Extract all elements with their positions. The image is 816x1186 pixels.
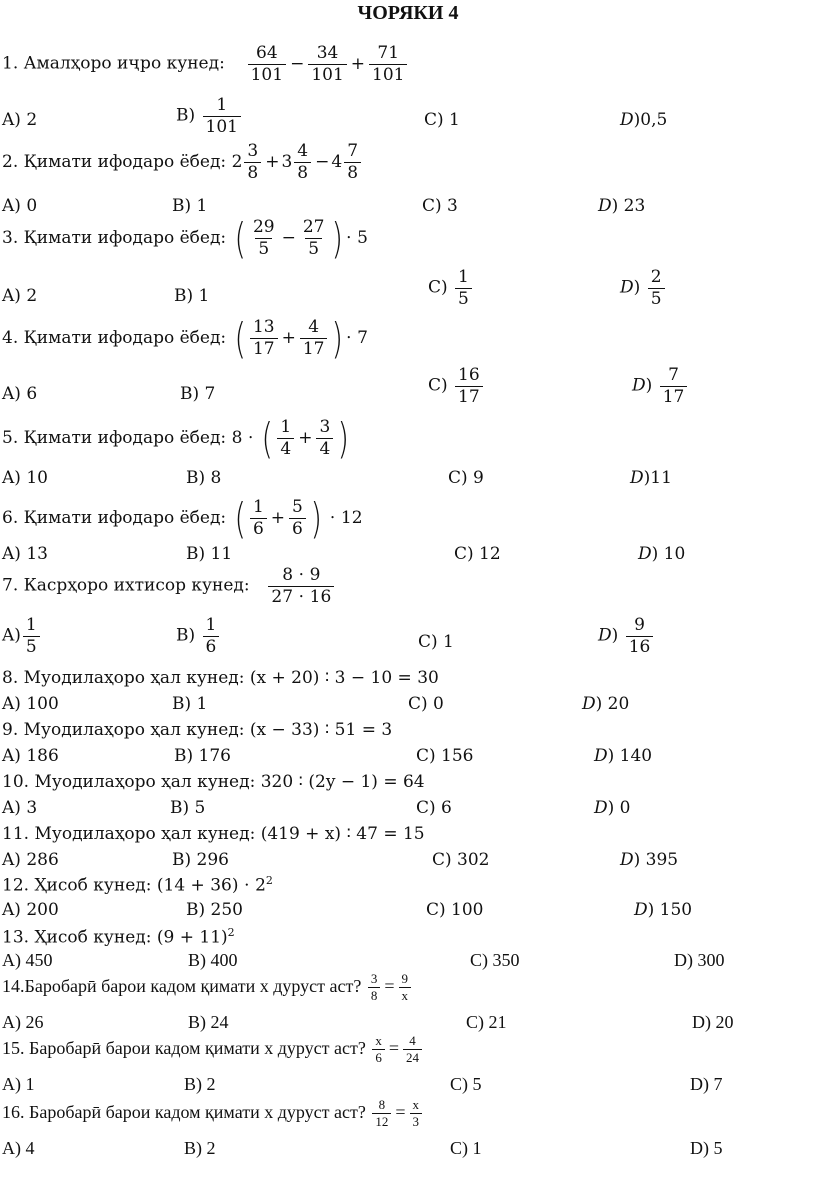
question-text: 15. Баробарӣ барои кадом қимати x дуруст аст? — [2, 1037, 366, 1058]
option-b: B) $\frac{1}{101}$ — [176, 96, 243, 136]
question-4: 4. Қимати ифодаро ёбед: ( $\frac{13}{17}$ + $\frac{4}{17}$ ) ⋅ 7 — [2, 314, 368, 363]
option-b: B) 400 — [188, 950, 238, 970]
option-c: C) 302 — [432, 850, 490, 870]
option-a: A) 1 — [2, 1074, 35, 1094]
option-d: D) $\frac{2}{5}$ — [620, 268, 667, 308]
option-d: D) 5 — [690, 1138, 723, 1158]
option-b: B) 1 — [174, 286, 210, 306]
option-a: A) 0 — [2, 196, 38, 216]
option-a: A) 26 — [2, 1012, 44, 1032]
fraction: $\frac{64}{101}$ — [248, 44, 286, 84]
question-3: 3. Қимати ифодаро ёбед: ( $\frac{29}{5}$ − $\frac{27}{5}$ ) ⋅ 5 — [2, 214, 368, 263]
question-text: 4. Қимати ифодаро ёбед: — [2, 328, 227, 348]
option-b: B) 296 — [172, 850, 229, 870]
option-a: A) 3 — [2, 798, 38, 818]
option-a: A) 6 — [2, 384, 38, 404]
question-text: 6. Қимати ифодаро ёбед: — [2, 508, 227, 528]
option-b: B) 24 — [188, 1012, 229, 1032]
option-c: C) 156 — [416, 746, 474, 766]
option-d: D) 7 — [690, 1074, 723, 1094]
question-text: 2. Қимати ифодаро ёбед: — [2, 152, 227, 173]
question-10: 10. Муодилаҳоро ҳал кунед: 320 ∶ (2y − 1) = 64 — [2, 772, 425, 792]
question-text: 16. Баробарӣ барои кадом қимати x дуруст аст? — [2, 1101, 366, 1122]
option-d: D) 0 — [594, 798, 631, 818]
option-d: D)11 — [630, 468, 672, 488]
option-c: C) 21 — [466, 1012, 507, 1032]
option-d: D)0,5 — [620, 110, 668, 130]
option-d: D) 20 — [692, 1012, 734, 1032]
option-c: C) 1 — [418, 632, 454, 652]
question-6: 6. Қимати ифодаро ёбед: ( $\frac{1}{6}$ + $\frac{5}{6}$ ) ⋅ 12 — [2, 494, 363, 543]
question-13: 13. Ҳисоб кунед: $(9 + 11)^2$ — [2, 926, 235, 948]
option-a: A) 2 — [2, 110, 38, 130]
option-b: B) 5 — [170, 798, 206, 818]
option-c: C) 12 — [454, 544, 501, 564]
fraction: $\frac{34}{101}$ — [308, 44, 346, 84]
option-b: B) 2 — [184, 1138, 216, 1158]
option-a: A) 10 — [2, 468, 48, 488]
option-a: A) $\frac{1}{5}$ — [2, 616, 42, 656]
option-d: D) $\frac{7}{17}$ — [632, 366, 689, 406]
question-15: 15. Баробарӣ барои кадом қимати x дуруст аст? $\frac{x}{6}$ = $\frac{4}{24}$ — [2, 1034, 424, 1066]
option-b: B) 250 — [186, 900, 243, 920]
question-16: 16. Баробарӣ барои кадом қимати x дуруст аст? $\frac{8}{12}$ = $\frac{x}{3}$ — [2, 1098, 424, 1130]
question-12: 12. Ҳисоб кунед: $(14 + 36) \cdot 2^2$ — [2, 874, 273, 896]
option-b: B) 7 — [180, 384, 216, 404]
question-text: 1. Амалҳоро иҷро кунед: — [2, 53, 225, 74]
option-a: A) 186 — [2, 746, 59, 766]
option-b: B) 1 — [172, 196, 208, 216]
question-text: 3. Қимати ифодаро ёбед: — [2, 228, 227, 248]
option-c: C) $\frac{1}{5}$ — [428, 268, 474, 308]
option-c: C) 0 — [408, 694, 444, 714]
option-c: C) 5 — [450, 1074, 482, 1094]
option-c: C) 100 — [426, 900, 484, 920]
question-7: 7. Касрҳоро ихтисор кунед: $\frac{8 \cdot 9}{27 \cdot 16}$ — [2, 566, 336, 606]
fraction: $\frac{71}{101}$ — [369, 44, 407, 84]
option-b: B) 11 — [186, 544, 233, 564]
question-1: 1. Амалҳоро иҷро кунед: $\frac{64}{101}$ − $\frac{34}{101}$ + $\frac{71}{101}$ — [2, 44, 409, 84]
question-9: 9. Муодилаҳоро ҳал кунед: (x − 33) ∶ 51 = 3 — [2, 720, 393, 740]
question-11: 11. Муодилаҳоро ҳал кунед: (419 + x) ∶ 47 = 15 — [2, 824, 425, 844]
option-d: D) 23 — [598, 196, 646, 216]
question-5: 5. Қимати ифодаро ёбед: 8 ⋅ ( $\frac{1}{4}$ + $\frac{3}{4}$ ) — [2, 414, 350, 463]
option-c: C) 350 — [470, 950, 520, 970]
option-c: C) 9 — [448, 468, 484, 488]
option-a: A) 450 — [2, 950, 53, 970]
option-a: A) 2 — [2, 286, 38, 306]
option-a: A) 200 — [2, 900, 59, 920]
option-a: A) 13 — [2, 544, 48, 564]
option-d: D) 300 — [674, 950, 725, 970]
option-c: C) 1 — [424, 110, 460, 130]
option-d: D) $\frac{9}{16}$ — [598, 616, 655, 656]
option-b: B) 2 — [184, 1074, 216, 1094]
option-d: D) 10 — [638, 544, 686, 564]
option-b: B) 8 — [186, 468, 222, 488]
question-8: 8. Муодилаҳоро ҳал кунед: (x + 20) ∶ 3 − 10 = 30 — [2, 668, 439, 688]
option-c: C) 6 — [416, 798, 452, 818]
option-d: D) 150 — [634, 900, 693, 920]
option-d: D) 395 — [620, 850, 679, 870]
option-a: A) 4 — [2, 1138, 35, 1158]
option-c: C) $\frac{16}{17}$ — [428, 366, 485, 406]
option-b: B) 1 — [172, 694, 208, 714]
option-b: B) 176 — [174, 746, 231, 766]
option-c: C) 1 — [450, 1138, 482, 1158]
question-text: 7. Касрҳоро ихтисор кунед: — [2, 575, 250, 596]
question-text: 14.Баробарӣ барои кадом қимати x дуруст аст? — [2, 975, 362, 996]
option-d: D) 20 — [582, 694, 630, 714]
option-a: A) 100 — [2, 694, 59, 714]
page-title: ЧОРЯКИ 4 — [357, 2, 459, 24]
option-b: B) $\frac{1}{6}$ — [176, 616, 221, 656]
question-14: 14.Баробарӣ барои кадом қимати x дуруст аст? $\frac{3}{8}$ = $\frac{9}{x}$ — [2, 972, 413, 1004]
question-text: 5. Қимати ифодаро ёбед: — [2, 428, 227, 448]
question-2: 2. Қимати ифодаро ёбед: 2 $\frac{3}{8}$ + 3 $\frac{4}{8}$ − 4 $\frac{7}{8}$ — [2, 142, 363, 182]
option-c: C) 3 — [422, 196, 458, 216]
option-a: A) 286 — [2, 850, 59, 870]
option-d: D) 140 — [594, 746, 653, 766]
